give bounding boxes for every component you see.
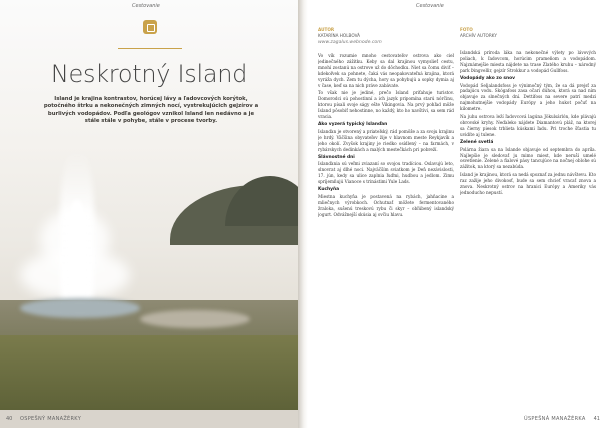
page-number: 41 bbox=[593, 416, 600, 422]
paragraph: Na juhu ostrova leží ľadovcová lagúna Jökulsárlón, kde plávajú obrovské kryhy. Neďaleko nájdete Diamantovú pláž, na ktorej sa čierny piesok trblieta kúskami ľadu. Pri troche šťastia tu uvidíte aj tulene. bbox=[460, 114, 596, 137]
credit-name: ARCHÍV AUTORKY bbox=[460, 32, 497, 38]
subheading: Kuchyňa bbox=[318, 187, 340, 193]
photo-stones bbox=[140, 310, 250, 328]
text-column-1 bbox=[318, 53, 454, 411]
paragraph: Islanďan je otvorený a priateľský, rád pomôže a za svoju krajinu je hrdý. Väčšina obyvateľov žije v hlavnom meste Reykjavík a jeho okolí. Zvyšok krajiny je riedko osídlený – na farmách, v rybárskych dedinkách a malých mestečkách pri pobreží. bbox=[318, 128, 454, 152]
page-gutter bbox=[298, 0, 308, 428]
section-tag: Cestovanie bbox=[132, 3, 160, 9]
page-number: 40 bbox=[6, 416, 13, 422]
photo-grass bbox=[0, 335, 298, 410]
article-headline: Neskrotný Island bbox=[50, 60, 248, 88]
paragraph: Vo vík rozumie mnoho cestovateľov ostrova ako cieľ jedinečného zážitku. Keby sa dal krajinou vymyslieť cestu, mnohí zostanú na ostrove už do dôchodku. Niet sa čomu diviť – kdekoľvek sa pohnete, čaká vás neopakovateľná krajina, ktorá vyráža dych. Zem tu dýcha, hory sa pohybujú a sopky dymia aj v čase, keď sa na nich práve zabávate. bbox=[318, 53, 454, 88]
left-page bbox=[0, 0, 298, 428]
left-footer bbox=[6, 416, 296, 426]
author-credit bbox=[318, 27, 438, 38]
section-tag: Cestovanie bbox=[416, 3, 444, 9]
magazine-name: OSPEŠNÝ MANAŽÉRKY bbox=[20, 416, 82, 422]
photo-credit bbox=[460, 27, 580, 38]
paragraph: Vodopád Seljalandsfoss je výnimočný tým, že sa dá prejsť za padajúcu vodu. Skógafoss zasa očarí dúhou, ktorá sa nad ním objavuje za slnečných dní. Dettifoss na severe patrí medzi najmohutnejšie vodopády Európy a jeho hukot počuť na kilometre. bbox=[460, 82, 596, 112]
subheading: Ako vyzerá typický Islanďan bbox=[318, 121, 388, 127]
credit-name: KATARÍNA HOLBOVÁ bbox=[318, 32, 361, 38]
paragraph: Islanďania sú veľmi zviazaní so svojou tradíciou. Oslavujú leto, slnovrat aj dlhé noci. Najväčším sviatkom je Deň nezávislosti, 17. jún, kedy sa ulice zaplnia ľuďmi, hudbou a jedlom. Zimu spríjemňujú Vianoce s trinástimi Yule Lads. bbox=[318, 161, 454, 185]
subheading: Zelené svetlá bbox=[460, 139, 494, 145]
right-footer bbox=[308, 416, 600, 426]
paragraph: Polárna žiara sa na Islande objavuje od septembra do apríla. Najlepšie je sledovať ju mimo miest, kde neruší umelé osvetlenie. Zelené a fialové pásy tancujúce na nočnej oblohe sú zážitok, na ktorý sa nezabúda. bbox=[460, 146, 596, 170]
headline-rule bbox=[118, 48, 182, 49]
credit-label: FOTO bbox=[460, 27, 473, 32]
magazine-badge-icon bbox=[143, 20, 157, 34]
article-lede: Island je krajina kontrastov, horúcej lávy a ľadovcových korýtok, potočného štrku a nekonečných zimných nocí, vystrekujúcich gejzírov a burlivých vodopádov. Podľa geológov vznikol Island len nedávno a je stále stále v pohybe, stále v procese tvorby. bbox=[43, 96, 259, 125]
right-page bbox=[308, 0, 606, 428]
photo-pool bbox=[20, 298, 140, 318]
geyser-plume-core bbox=[68, 200, 86, 310]
magazine-name: ÚSPEŠNÁ MANAŽÉRKA bbox=[524, 416, 586, 422]
text-column-2 bbox=[460, 50, 596, 408]
subheading: Vodopády ako zo snov bbox=[460, 75, 516, 81]
paragraph: Island je krajinou, ktorá sa nedá spoznať za jednu návštevu. Kto raz zažije jeho divokosť, bude sa sem chcieť vracať znova a znova. Neskrotný ostrov na hranici Európy a Ameriky vás jednoducho nepustí. bbox=[460, 172, 596, 195]
website-link[interactable]: www.zagalus.webnode.com bbox=[318, 40, 382, 45]
paragraph: To však nie je jediné, prečo Island priťahuje turistov. Domorodci sú pohostinní a ich jazyk pripomína starú nórčinu, ktorou písali svoje ságy ešte Vikingovia. Na prvý pohľad môže Island pôsobiť nehostinne, no každý, kto ho navštívi, sa sem rád vracia. bbox=[318, 90, 454, 120]
credit-label: AUTOR bbox=[318, 27, 335, 32]
subheading: Slávnostné dni bbox=[318, 154, 355, 160]
paragraph: Islandská príroda láka na nekonečné výlety po lávových poliach, k ľadovcom, horúcim prameňom a vodopádom. Najznámejšie miesta nájdete na trase Zlatého kruhu – národný park Þingvellir, gejzír Strokkur a vodopád Gullfoss. bbox=[460, 50, 596, 73]
paragraph: Miestna kuchyňa je postavená na rybách, jahňacine a mliečnych výrobkoch. Ochutnať môžete fermentovaného žraloka, sušenú treskovú rybu či skyr – obľúbený islandský jogurt. Odvážnejší skúsia aj ovčiu hlavu. bbox=[318, 193, 454, 217]
